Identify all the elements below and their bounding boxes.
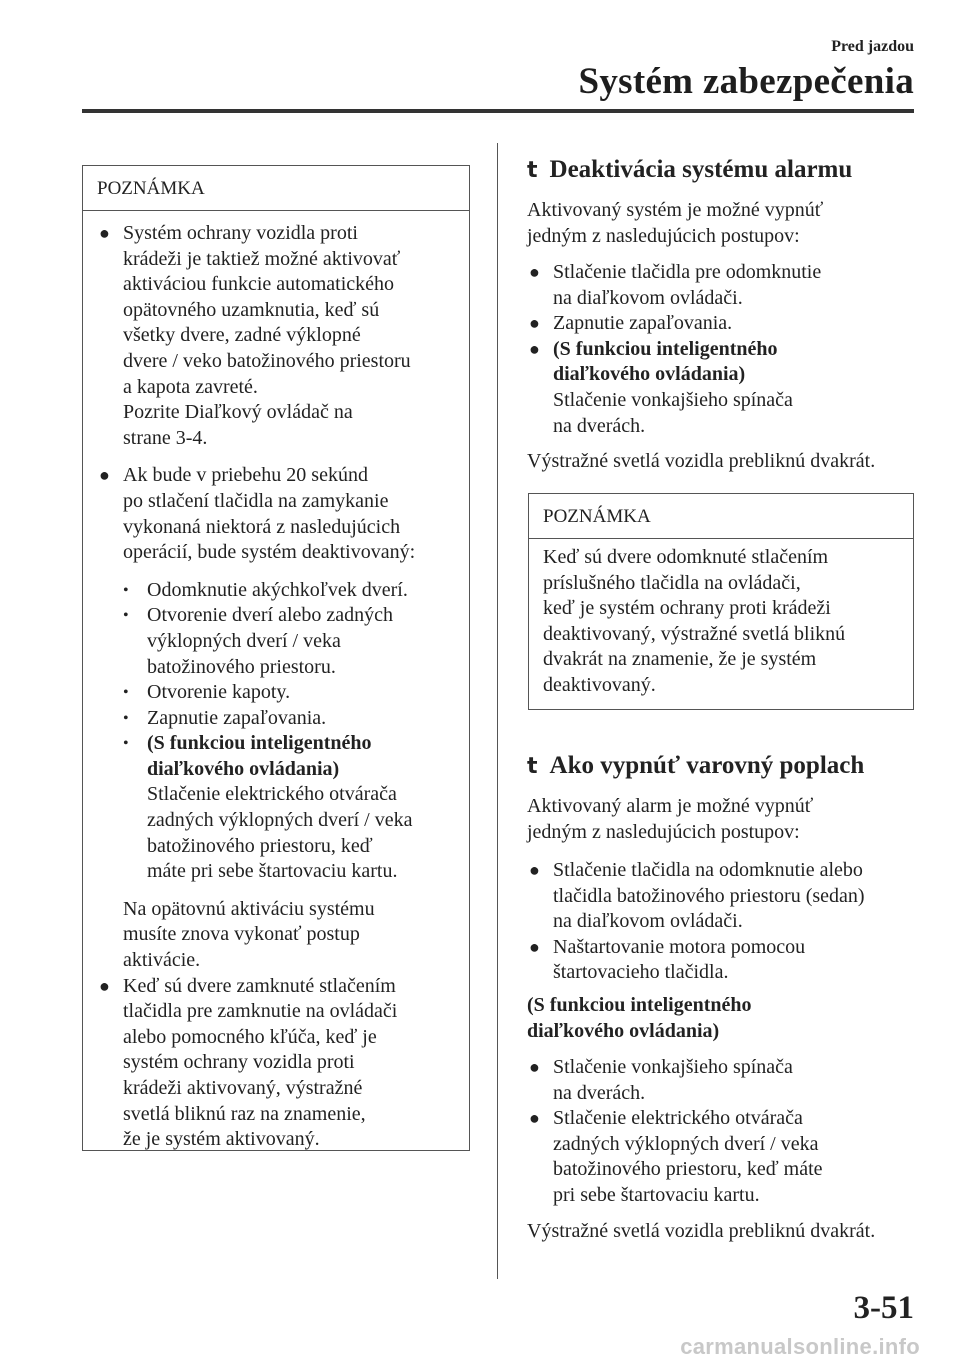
bullet-icon: ● [529, 860, 540, 880]
line: po stlačení tlačidla na zamykanie [123, 489, 389, 512]
section-title-alarm-off [527, 752, 864, 780]
bold-line: (S funkciou inteligentného [527, 994, 752, 1016]
bullet-icon: ● [529, 1057, 540, 1077]
line: jedným z nasledujúcich postupov: [527, 820, 800, 843]
line: na dverách. [553, 414, 646, 437]
sub-item [121, 706, 455, 732]
bullet-icon: ● [529, 338, 540, 359]
bullet-icon: ● [99, 465, 110, 486]
line: svetlá bliknú raz na znamenie, [123, 1102, 366, 1125]
bold-line: (S funkciou inteligentného [147, 732, 372, 755]
section-title-text: Deaktivácia systému alarmu [549, 156, 853, 183]
section1-list [527, 260, 917, 439]
list-item [527, 1106, 927, 1208]
line: že je systém aktivovaný. [123, 1128, 320, 1151]
line: alebo pomocného kľúča, keď je [123, 1025, 377, 1048]
line: na diaľkovom ovládači. [553, 910, 743, 933]
line: Otvorenie kapoty. [147, 681, 291, 704]
line: Stlačenie tlačidla pre odomknutie [553, 261, 822, 283]
line: Zapnutie zapaľovania. [553, 312, 733, 335]
line: tlačidla batožinového priestoru (sedan) [553, 884, 865, 907]
bold-line: diaľkového ovládania) [527, 1019, 720, 1042]
line: vykonaná niektorá z nasledujúcich [123, 515, 401, 538]
list-item [527, 260, 917, 311]
note-body [83, 211, 469, 1167]
list-item [527, 337, 917, 439]
line: všetky dvere, zadné výklopné [123, 324, 361, 347]
section2-result [527, 1219, 875, 1245]
sub-bullet-icon: • [123, 607, 129, 625]
line: Naštartovanie motora pomocou [553, 935, 806, 958]
line: Aktivovaný systém je možné vypnúť [527, 199, 824, 221]
bullet-icon: ● [529, 313, 540, 334]
reactivate-text [97, 897, 455, 974]
line: tlačidla pre zamknutie na ovládači [123, 1000, 398, 1023]
section2-intro [527, 794, 813, 845]
line: Keď sú dvere zamknuté stlačením [123, 974, 396, 997]
note-body [529, 539, 913, 713]
header-chapter: Pred jazdou [831, 38, 914, 55]
line: Odomknutie akýchkoľvek dverí. [147, 578, 408, 601]
line: Výstražné svetlá vozidla prebliknú dvakrát. [527, 450, 876, 472]
line: Stlačenie vonkajšieho spínača [553, 388, 793, 411]
sub-bullet-icon: • [123, 709, 129, 727]
line: systém ochrany vozidla proti [123, 1051, 355, 1074]
line: Ak bude v priebehu 20 sekúnd [123, 464, 368, 487]
section-marker-icon: t [527, 754, 538, 779]
line: máte pri sebe štartovaciu kartu. [147, 860, 398, 883]
watermark: carmanualsonline.info [680, 1334, 920, 1359]
header-rule [82, 109, 914, 113]
section2-condition [527, 993, 751, 1044]
line: výklopných dverí / veka [147, 629, 341, 652]
page-title: Systém zabezpečenia [578, 61, 914, 102]
line: zadných výklopných dverí / veka [553, 1132, 819, 1155]
section1-result [527, 449, 875, 475]
line: dvakrát na znamenie, že je systém [543, 648, 817, 671]
section2-list-a [527, 858, 927, 986]
note-item [97, 463, 455, 565]
sub-bullet-icon: • [123, 735, 129, 753]
bold-line: diaľkového ovládania) [553, 363, 746, 386]
sub-bullet-icon: • [123, 684, 129, 702]
list-item [527, 858, 927, 935]
bullet-icon: ● [529, 262, 540, 282]
section-title-deactivation [527, 156, 852, 184]
line: aktivácie. [123, 949, 201, 972]
line: batožinového priestoru, keď máte [553, 1158, 823, 1181]
line: Výstražné svetlá vozidla prebliknú dvakrát. [527, 1220, 876, 1242]
line: Stlačenie elektrického otvárača [147, 783, 397, 806]
sub-item [121, 731, 455, 885]
line: Stlačenie vonkajšieho spínača [553, 1056, 793, 1078]
line: Keď sú dvere odomknuté stlačením [543, 546, 829, 568]
page-number: 3-51 [853, 1290, 914, 1326]
line: Pozrite Diaľkový ovládač na [123, 401, 353, 424]
line: na diaľkovom ovládači. [553, 286, 743, 309]
line: operácií, bude systém deaktivovaný: [123, 541, 416, 564]
sub-bullet-icon: • [123, 581, 129, 599]
line: deaktivovaný. [543, 673, 656, 696]
note-item [97, 221, 455, 451]
line: krádeži je taktiež možné aktivovať [123, 247, 401, 270]
sub-item [121, 603, 455, 680]
line: štartovacieho tlačidla. [553, 961, 729, 984]
line: jedným z nasledujúcich postupov: [527, 224, 800, 247]
line: batožinového priestoru, keď [147, 834, 373, 857]
note-item [97, 974, 455, 1153]
bold-line: diaľkového ovládania) [147, 757, 340, 780]
line: deaktivovaný, výstražné svetlá bliknú [543, 622, 846, 645]
line: Stlačenie elektrického otvárača [553, 1107, 803, 1130]
line: Na opätovnú aktiváciu systému [123, 897, 375, 920]
note-label: POZNÁMKA [529, 494, 913, 539]
line: strane 3-4. [123, 426, 208, 449]
line: dvere / veko batožinového priestoru [123, 349, 411, 372]
line: zadných výklopných dverí / veka [147, 809, 413, 832]
section2-list-b [527, 1055, 927, 1209]
line: na dverách. [553, 1081, 646, 1104]
section1-intro [527, 198, 823, 249]
line: keď je systém ochrany proti krádeži [543, 597, 831, 620]
list-item [527, 935, 927, 986]
sub-item [121, 578, 455, 604]
bullet-icon: ● [99, 975, 110, 996]
list-item [527, 1055, 927, 1106]
bullet-icon: ● [99, 223, 110, 243]
note-label: POZNÁMKA [83, 166, 469, 211]
line: Zapnutie zapaľovania. [147, 706, 327, 729]
line: musíte znova vykonať postup [123, 923, 360, 946]
line: batožinového priestoru. [147, 655, 336, 678]
section-title-text: Ako vypnúť varovný poplach [549, 752, 865, 779]
section-marker-icon: t [527, 158, 538, 183]
bullet-icon: ● [529, 936, 540, 957]
note-box-right [528, 493, 914, 710]
column-divider [497, 143, 498, 1279]
line: opätovného uzamknutia, keď sú [123, 298, 380, 321]
line: krádeži aktivovaný, výstražné [123, 1077, 363, 1099]
line: pri sebe štartovaciu kartu. [553, 1183, 760, 1206]
line: Stlačenie tlačidla na odomknutie alebo [553, 859, 863, 881]
line: aktiváciou funkcie automatického [123, 273, 395, 296]
line: a kapota zavreté. [123, 375, 258, 398]
line: príslušného tlačidla na ovládači, [543, 571, 801, 594]
line: Otvorenie dverí alebo zadných [147, 604, 394, 627]
list-item [527, 311, 917, 337]
line: Systém ochrany vozidla proti [123, 222, 358, 244]
bold-line: (S funkciou inteligentného [553, 337, 778, 360]
line: Aktivovaný alarm je možné vypnúť [527, 795, 814, 817]
note-box-left [82, 165, 470, 1151]
bullet-icon: ● [529, 1108, 540, 1129]
sub-item [121, 680, 455, 706]
